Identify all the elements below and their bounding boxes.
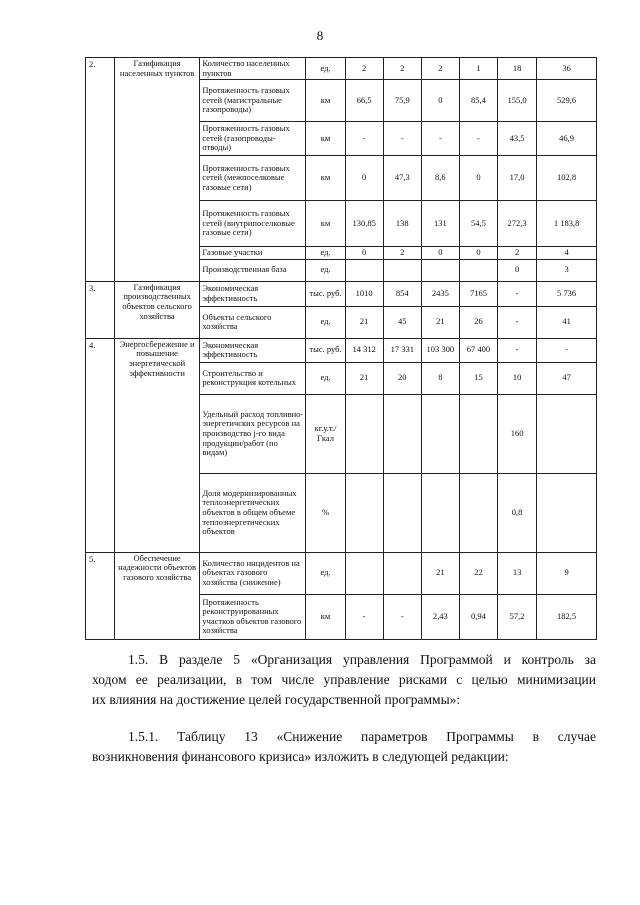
unit-cell: ед. [306, 306, 345, 338]
value-cell: 47 [537, 362, 597, 394]
indicator-name: Экономическая эффективность [200, 338, 306, 362]
value-cell: 2,43 [421, 594, 459, 639]
value-cell: - [345, 122, 383, 156]
indicator-name: Газовые участки [200, 247, 306, 260]
value-cell [345, 259, 383, 281]
value-cell: 13 [498, 552, 537, 594]
unit-cell: тыс. руб. [306, 338, 345, 362]
value-cell: 4 [537, 247, 597, 260]
value-cell: - [345, 594, 383, 639]
table-row [86, 552, 597, 594]
value-cell: 160 [498, 394, 537, 473]
value-cell: 1010 [345, 281, 383, 306]
value-cell: 0,8 [498, 473, 537, 552]
value-cell: 0 [498, 259, 537, 281]
value-cell: 8 [421, 362, 459, 394]
value-cell: 8,6 [421, 156, 459, 201]
value-cell: - [498, 306, 537, 338]
value-cell: 0 [345, 247, 383, 260]
direction-name: Энергосбережение и повышение энергетической эффективности [114, 338, 200, 552]
value-cell: 15 [459, 362, 497, 394]
unit-cell: ед. [306, 552, 345, 594]
value-cell: - [383, 594, 421, 639]
value-cell [383, 552, 421, 594]
value-cell: 130,85 [345, 201, 383, 247]
unit-cell: ед. [306, 259, 345, 281]
value-cell: 0 [459, 247, 497, 260]
value-cell: 21 [421, 552, 459, 594]
page-number: 8 [316, 28, 324, 43]
unit-cell: % [306, 473, 345, 552]
paragraph-line: 1.5. В разделе 5 «Организация управления Программой и контроль за [128, 652, 596, 667]
value-cell [421, 259, 459, 281]
paragraph-line: 1.5.1. Таблицу 13 «Снижение параметров Программы в случае [128, 729, 596, 744]
unit-cell: тыс. руб. [306, 281, 345, 306]
paragraph-line: их влияния на достижение целей государственной программы»: [92, 692, 461, 707]
value-cell [345, 473, 383, 552]
value-cell: - [421, 122, 459, 156]
value-cell [459, 259, 497, 281]
value-cell: 18 [498, 58, 537, 80]
value-cell: 854 [383, 281, 421, 306]
indicator-name: Протяженность газовых сетей (магистральные газопроводы) [200, 80, 306, 122]
indicator-name: Количество инцидентов на объектах газового хозяйства (снижение) [200, 552, 306, 594]
value-cell: 2 [383, 247, 421, 260]
row-number: 5. [86, 552, 115, 639]
value-cell: 2 [383, 58, 421, 80]
indicator-name: Протяженность газовых сетей (внутрипоселковые газовые сети) [200, 201, 306, 247]
indicator-name: Количество населенных пунктов [200, 58, 306, 80]
paragraph-line: ходом ее реализации, в том числе управление рисками с целью минимизации [92, 672, 596, 687]
indicator-name: Протяженность реконструированных участков объектов газового хозяйства [200, 594, 306, 639]
value-cell [383, 394, 421, 473]
value-cell: 102,8 [537, 156, 597, 201]
value-cell [459, 394, 497, 473]
unit-cell: ед. [306, 58, 345, 80]
value-cell [345, 394, 383, 473]
value-cell: 75,9 [383, 80, 421, 122]
value-cell: 45 [383, 306, 421, 338]
value-cell: 131 [421, 201, 459, 247]
value-cell: 103 300 [421, 338, 459, 362]
value-cell: 0 [345, 156, 383, 201]
value-cell: 66,5 [345, 80, 383, 122]
indicators-table [85, 57, 597, 640]
value-cell: 22 [459, 552, 497, 594]
value-cell: 2435 [421, 281, 459, 306]
unit-cell: ед. [306, 247, 345, 260]
value-cell: 0 [459, 156, 497, 201]
indicator-name: Удельный расход топливно-энергетичских ресурсов на производство j-го вида продукции/работ (по видам) [200, 394, 306, 473]
value-cell: 182,5 [537, 594, 597, 639]
value-cell: 54,5 [459, 201, 497, 247]
indicator-name: Объекты сельского хозяйства [200, 306, 306, 338]
row-number: 4. [86, 338, 115, 552]
value-cell: 47,3 [383, 156, 421, 201]
value-cell: 2 [498, 247, 537, 260]
unit-cell: км [306, 80, 345, 122]
value-cell: 2 [421, 58, 459, 80]
value-cell: 272,3 [498, 201, 537, 247]
value-cell [345, 552, 383, 594]
direction-name: Газификация населенных пунктов [114, 58, 200, 282]
value-cell [421, 394, 459, 473]
value-cell: 36 [537, 58, 597, 80]
value-cell: 3 [537, 259, 597, 281]
indicator-name: Доля модернизированных теплоэнергетических объектов в общем объеме теплоэнергетических объектов [200, 473, 306, 552]
value-cell: - [498, 338, 537, 362]
value-cell: 17,0 [498, 156, 537, 201]
value-cell: 1 183,8 [537, 201, 597, 247]
unit-cell: км [306, 122, 345, 156]
value-cell: 7165 [459, 281, 497, 306]
value-cell: 138 [383, 201, 421, 247]
value-cell: 46,9 [537, 122, 597, 156]
value-cell: 0 [421, 247, 459, 260]
value-cell [383, 473, 421, 552]
value-cell: 529,6 [537, 80, 597, 122]
indicator-name: Протяженность газовых сетей (межпоселковые газовые сети) [200, 156, 306, 201]
value-cell: 41 [537, 306, 597, 338]
value-cell: 26 [459, 306, 497, 338]
value-cell: 57,2 [498, 594, 537, 639]
value-cell: - [537, 338, 597, 362]
table-row [86, 338, 597, 362]
value-cell: 20 [383, 362, 421, 394]
unit-cell: ед. [306, 362, 345, 394]
value-cell: 0,94 [459, 594, 497, 639]
value-cell: 14 312 [345, 338, 383, 362]
value-cell: 17 331 [383, 338, 421, 362]
unit-cell: км [306, 594, 345, 639]
value-cell [537, 473, 597, 552]
paragraph-1-5-1 [92, 727, 596, 767]
row-number: 2. [86, 58, 115, 282]
direction-name: Обеспечение надежности объектов газового хозяйства [114, 552, 200, 639]
value-cell: - [383, 122, 421, 156]
value-cell: 155,0 [498, 80, 537, 122]
value-cell: 1 [459, 58, 497, 80]
table-row [86, 281, 597, 306]
value-cell: 85,4 [459, 80, 497, 122]
value-cell: 10 [498, 362, 537, 394]
paragraph-1-5 [92, 650, 596, 710]
value-cell: 43,5 [498, 122, 537, 156]
table-row [86, 58, 597, 80]
indicator-name: Строительство и реконструкция котельных [200, 362, 306, 394]
direction-name: Газификация производственных объектов сельского хозяйства [114, 281, 200, 338]
value-cell [421, 473, 459, 552]
value-cell: 2 [345, 58, 383, 80]
value-cell: 21 [345, 362, 383, 394]
value-cell: 5 736 [537, 281, 597, 306]
unit-cell: км [306, 201, 345, 247]
indicator-name: Протяженность газовых сетей (газопроводы-отводы) [200, 122, 306, 156]
unit-cell: км [306, 156, 345, 201]
value-cell [383, 259, 421, 281]
value-cell: 21 [421, 306, 459, 338]
value-cell: 0 [421, 80, 459, 122]
value-cell: - [459, 122, 497, 156]
value-cell [459, 473, 497, 552]
value-cell: - [498, 281, 537, 306]
value-cell: 21 [345, 306, 383, 338]
row-number: 3. [86, 281, 115, 338]
paragraph-line: возникновения финансового кризиса» изложить в следующей редакции: [92, 749, 509, 764]
unit-cell: кг.у.т./ Гкал [306, 394, 345, 473]
indicator-name: Производственная база [200, 259, 306, 281]
indicator-name: Экономическая эффективность [200, 281, 306, 306]
value-cell: 67 400 [459, 338, 497, 362]
value-cell: 9 [537, 552, 597, 594]
value-cell [537, 394, 597, 473]
